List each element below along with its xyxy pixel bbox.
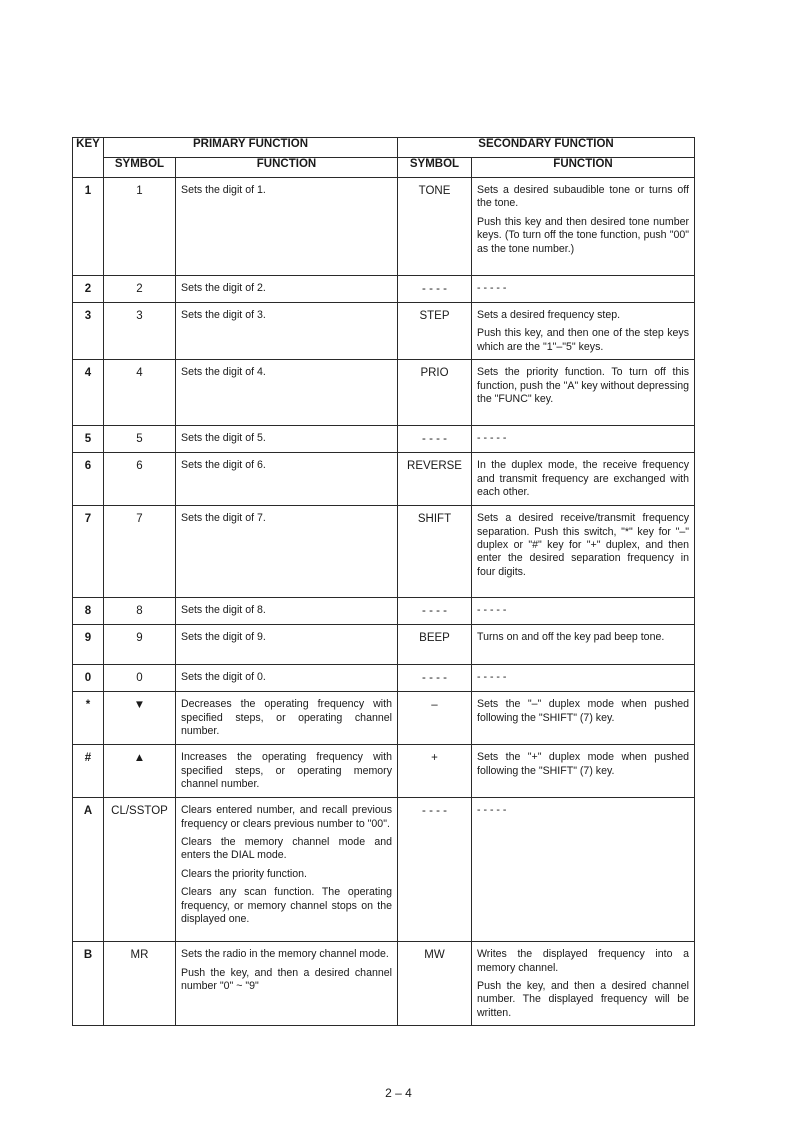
- secondary-function-text: Sets the "+" duplex mode when pushed following the "SHIFT" (7) key.: [477, 751, 690, 777]
- secondary-symbol-cell: –: [398, 692, 472, 745]
- primary-function-cell: [176, 178, 398, 276]
- table-row: [73, 598, 695, 625]
- primary-function-text: Clears the priority function.: [181, 867, 308, 880]
- primary-function-text: Clears any scan function. The operating frequency, or memory channel stops on the displayed one.: [181, 886, 392, 926]
- key-cell: 9: [73, 625, 104, 665]
- primary-function-cell: [176, 598, 398, 625]
- secondary-symbol-cell: BEEP: [398, 625, 472, 665]
- primary-function-cell: [176, 665, 398, 692]
- primary-symbol-cell: ▲: [104, 745, 176, 798]
- table-row: [73, 745, 695, 798]
- primary-symbol-cell: MR: [104, 942, 176, 1026]
- key-cell: 3: [73, 303, 104, 360]
- primary-symbol-cell: 2: [104, 276, 176, 303]
- primary-function-text: Decreases the operating frequency with specified steps, or operating channel number.: [181, 698, 392, 738]
- primary-function-text: Sets the digit of 8.: [181, 604, 266, 617]
- primary-function-cell: [176, 745, 398, 798]
- secondary-function-text: In the duplex mode, the receive frequency and transmit frequency are exchanged with each other.: [477, 459, 690, 499]
- primary-symbol-cell: 4: [104, 360, 176, 426]
- secondary-function-cell: [472, 625, 695, 665]
- secondary-function-cell: [472, 798, 695, 942]
- secondary-function-text: Push this key, and then one of the step keys which are the "1"–"5" keys.: [477, 327, 690, 353]
- primary-function-text: Sets the digit of 5.: [181, 432, 266, 445]
- secondary-symbol-cell: SHIFT: [398, 506, 472, 598]
- secondary-function-text: - - - - -: [477, 671, 507, 684]
- primary-symbol-cell: 3: [104, 303, 176, 360]
- table-row: [73, 303, 695, 360]
- secondary-function-cell: [472, 360, 695, 426]
- secondary-function-text: Writes the displayed frequency into a memory channel.: [477, 948, 690, 974]
- table-row: [73, 426, 695, 453]
- secondary-symbol-cell: MW: [398, 942, 472, 1026]
- secondary-function-cell: [472, 303, 695, 360]
- primary-function-text: Sets the digit of 3.: [181, 309, 266, 321]
- header-key: KEY: [73, 138, 104, 178]
- primary-symbol-cell: 5: [104, 426, 176, 453]
- key-cell: 7: [73, 506, 104, 598]
- header-secondary-symbol: SYMBOL: [398, 158, 472, 178]
- table-row: [73, 942, 695, 1026]
- secondary-function-text: Sets a desired receive/transmit frequency separation. Push this switch, "*" key for "–" duplex or "#" key for "+" duplex, and then enter the desired separation frequency in four digits.: [477, 512, 690, 578]
- primary-function-cell: [176, 798, 398, 942]
- primary-symbol-cell: 0: [104, 665, 176, 692]
- primary-function-text: Sets the digit of 6.: [181, 459, 266, 472]
- header-primary-function-col: FUNCTION: [176, 158, 398, 178]
- primary-function-text: Clears entered number, and recall previous frequency or clears previous number to "00".: [181, 804, 392, 830]
- primary-function-text: Push the key, and then a desired channel number "0" ~ "9": [181, 966, 392, 993]
- secondary-symbol-cell: +: [398, 745, 472, 798]
- secondary-function-text: - - - - -: [477, 604, 507, 617]
- header-primary-function: PRIMARY FUNCTION: [104, 138, 398, 158]
- primary-function-cell: [176, 692, 398, 745]
- secondary-function-cell: [472, 745, 695, 798]
- key-cell: 8: [73, 598, 104, 625]
- primary-symbol-cell: 9: [104, 625, 176, 665]
- primary-function-cell: [176, 303, 398, 360]
- primary-symbol-cell: 8: [104, 598, 176, 625]
- primary-function-text: Sets the radio in the memory channel mode.: [181, 948, 389, 961]
- key-cell: 4: [73, 360, 104, 426]
- primary-function-cell: [176, 942, 398, 1026]
- primary-symbol-cell: 7: [104, 506, 176, 598]
- secondary-function-cell: [472, 598, 695, 625]
- primary-symbol-cell: ▼: [104, 692, 176, 745]
- table-row: [73, 625, 695, 665]
- table-row: [73, 798, 695, 942]
- primary-function-cell: [176, 625, 398, 665]
- secondary-function-cell: [472, 942, 695, 1026]
- secondary-symbol-cell: PRIO: [398, 360, 472, 426]
- header-secondary-function: SECONDARY FUNCTION: [398, 138, 695, 158]
- key-cell: *: [73, 692, 104, 745]
- table-row: [73, 692, 695, 745]
- secondary-function-text: Sets the "–" duplex mode when pushed following the "SHIFT" (7) key.: [477, 698, 690, 724]
- primary-function-text: Sets the digit of 7.: [181, 512, 266, 525]
- table-row: [73, 506, 695, 598]
- secondary-function-text: - - - - -: [477, 432, 507, 445]
- primary-function-text: Increases the operating frequency with specified steps, or operating memory channel number.: [181, 751, 392, 791]
- secondary-function-text: Sets the priority function. To turn off this function, push the "A" key without depressing the "FUNC" key.: [477, 366, 690, 406]
- secondary-function-text: Push this key and then desired tone number keys. (To turn off the tone function, push "00" as the tone number.): [477, 215, 690, 255]
- secondary-symbol-cell: - - - -: [398, 598, 472, 625]
- header-primary-symbol: SYMBOL: [104, 158, 176, 178]
- primary-function-cell: [176, 360, 398, 426]
- secondary-function-cell: [472, 276, 695, 303]
- primary-symbol-cell: 6: [104, 453, 176, 506]
- secondary-function-text: Turns on and off the key pad beep tone.: [477, 631, 665, 644]
- primary-symbol-cell: CL/SSTOP: [104, 798, 176, 942]
- secondary-function-text: Push the key, and then a desired channel number. The displayed frequency will be written.: [477, 980, 690, 1019]
- primary-function-cell: [176, 453, 398, 506]
- key-cell: B: [73, 942, 104, 1026]
- page-number: 2 – 4: [385, 1086, 412, 1100]
- key-cell: #: [73, 745, 104, 798]
- secondary-symbol-cell: - - - -: [398, 276, 472, 303]
- secondary-function-cell: [472, 453, 695, 506]
- table-row: [73, 360, 695, 426]
- key-function-table: [72, 137, 695, 1026]
- table-row: [73, 178, 695, 276]
- primary-function-text: Sets the digit of 0.: [181, 671, 266, 684]
- secondary-function-cell: [472, 426, 695, 453]
- key-cell: 5: [73, 426, 104, 453]
- secondary-symbol-cell: - - - -: [398, 665, 472, 692]
- secondary-function-cell: [472, 178, 695, 276]
- primary-function-text: Sets the digit of 4.: [181, 366, 266, 379]
- secondary-function-text: - - - - -: [477, 804, 507, 817]
- secondary-symbol-cell: REVERSE: [398, 453, 472, 506]
- secondary-function-text: Sets a desired subaudible tone or turns off the tone.: [477, 184, 690, 210]
- secondary-function-text: - - - - -: [477, 282, 507, 294]
- header-secondary-function-col: FUNCTION: [472, 158, 695, 178]
- secondary-function-cell: [472, 506, 695, 598]
- primary-function-text: Clears the memory channel mode and enters the DIAL mode.: [181, 836, 392, 862]
- key-cell: 2: [73, 276, 104, 303]
- table-row: [73, 665, 695, 692]
- secondary-symbol-cell: TONE: [398, 178, 472, 276]
- primary-function-cell: [176, 426, 398, 453]
- key-cell: 0: [73, 665, 104, 692]
- secondary-function-text: Sets a desired frequency step.: [477, 309, 621, 321]
- table-row: [73, 453, 695, 506]
- key-cell: 6: [73, 453, 104, 506]
- primary-function-text: Sets the digit of 1.: [181, 184, 266, 196]
- secondary-symbol-cell: - - - -: [398, 426, 472, 453]
- secondary-symbol-cell: - - - -: [398, 798, 472, 942]
- secondary-function-cell: [472, 665, 695, 692]
- secondary-function-cell: [472, 692, 695, 745]
- table-row: [73, 276, 695, 303]
- primary-function-text: Sets the digit of 2.: [181, 282, 266, 294]
- key-cell: 1: [73, 178, 104, 276]
- primary-function-cell: [176, 276, 398, 303]
- primary-function-text: Sets the digit of 9.: [181, 631, 266, 644]
- primary-symbol-cell: 1: [104, 178, 176, 276]
- key-cell: A: [73, 798, 104, 942]
- primary-function-cell: [176, 506, 398, 598]
- secondary-symbol-cell: STEP: [398, 303, 472, 360]
